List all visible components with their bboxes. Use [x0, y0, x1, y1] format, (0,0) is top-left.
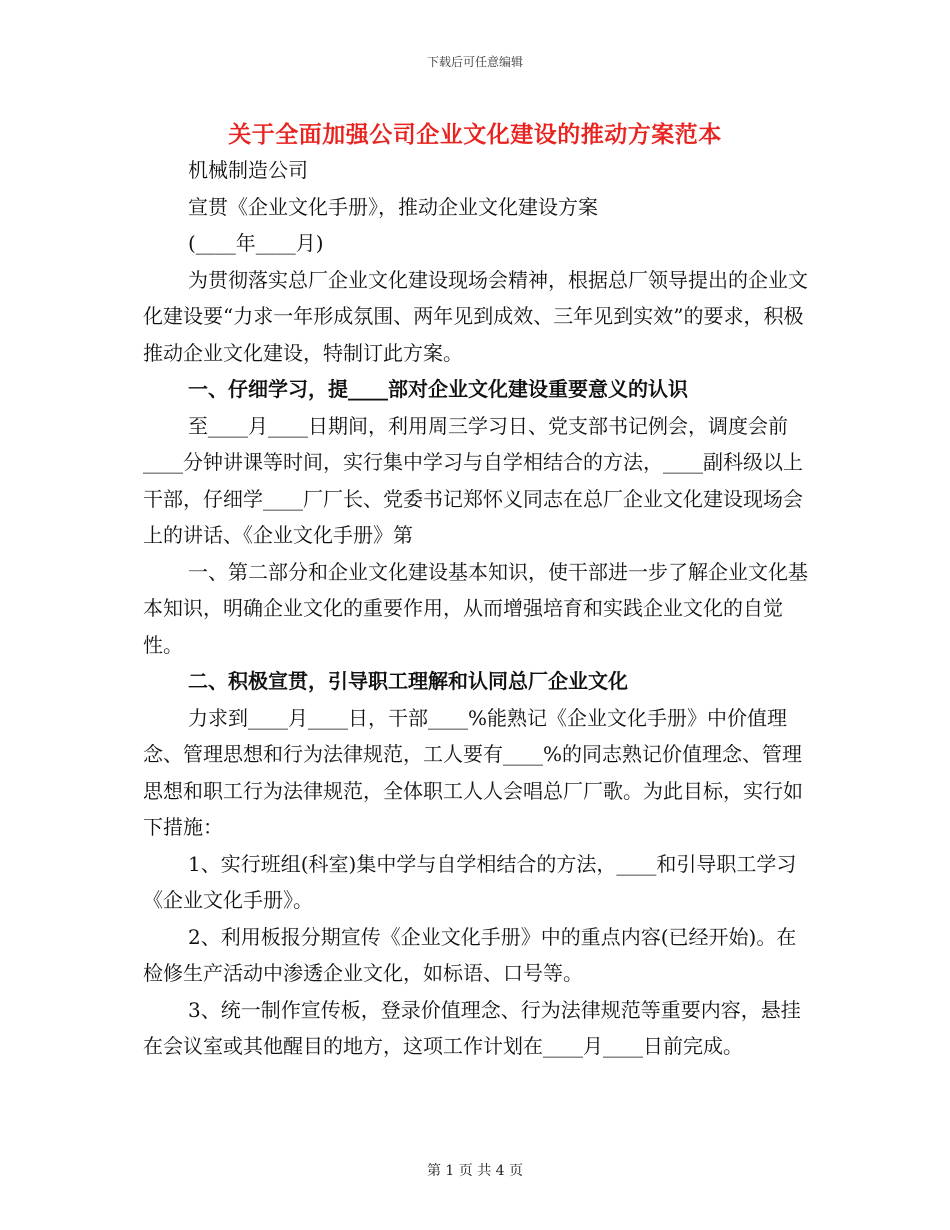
paragraph-company: 机械制造公司: [188, 158, 308, 182]
paragraph-study-continued: 一、第二部分和企业文化建设基本知识，使干部进一步了解企业文化基本知识，明确企业文化的重要作用，从而增强培育和实践企业文化的自觉性。: [143, 559, 808, 657]
document-title: 关于全面加强公司企业文化建设的推动方案范本: [228, 121, 722, 148]
measure-item-3: 3、统一制作宣传板，登录价值理念、行为法律规范等重要内容，悬挂在会议室或其他醒目的地方，这项工作计划在____月____日前完成。: [143, 997, 801, 1058]
measure-item-1: 1、实行班组(科室)集中学与自学相结合的方法，____和引导职工学习《企业文化手册》。: [143, 851, 797, 912]
page-header-note: 下载后可任意编辑: [426, 55, 523, 69]
paragraph-subtitle: 宣贯《企业文化手册》，推动企业文化建设方案: [188, 194, 598, 219]
section-heading-2: 二、积极宣贯，引导职工理解和认同总厂企业文化: [188, 669, 628, 693]
paragraph-date: (____年____月): [188, 231, 324, 255]
section-heading-1: 一、仔细学习，提____部对企业文化建设重要意义的认识: [188, 377, 688, 401]
paragraph-study: 至____月____日期间，利用周三学习日、党支部书记例会，调度会前____分钟讲课等时间，实行集中学习与自学相结合的方法，____副科级以上干部，仔细学____厂厂长、党委书记郑怀义同志在总厂企业文化建设现场会上的讲话、《企业文化手册》第: [143, 413, 803, 547]
paragraph-intro: 为贯彻落实总厂企业文化建设现场会精神，根据总厂领导提出的企业文化建设要“力求一年形成氛围、两年见到成效、三年见到实效”的要求，积极推动企业文化建设，特制订此方案。: [143, 267, 808, 365]
paragraph-goals: 力求到____月____日，干部____%能熟记《企业文化手册》中价值理念、管理思想和行为法律规范，工人要有____%的同志熟记价值理念、管理思想和职工行为法律规范，全体职工人人会唱总厂厂歌。为此目标，实行如下措施：: [143, 705, 803, 839]
measure-item-2: 2、利用板报分期宣传《企业文化手册》中的重点内容(已经开始)。在检修生产活动中渗透企业文化，如标语、口号等。: [143, 924, 797, 985]
document-body: [143, 152, 813, 1065]
page-number: 第 1 页 共 4 页: [426, 1163, 524, 1179]
